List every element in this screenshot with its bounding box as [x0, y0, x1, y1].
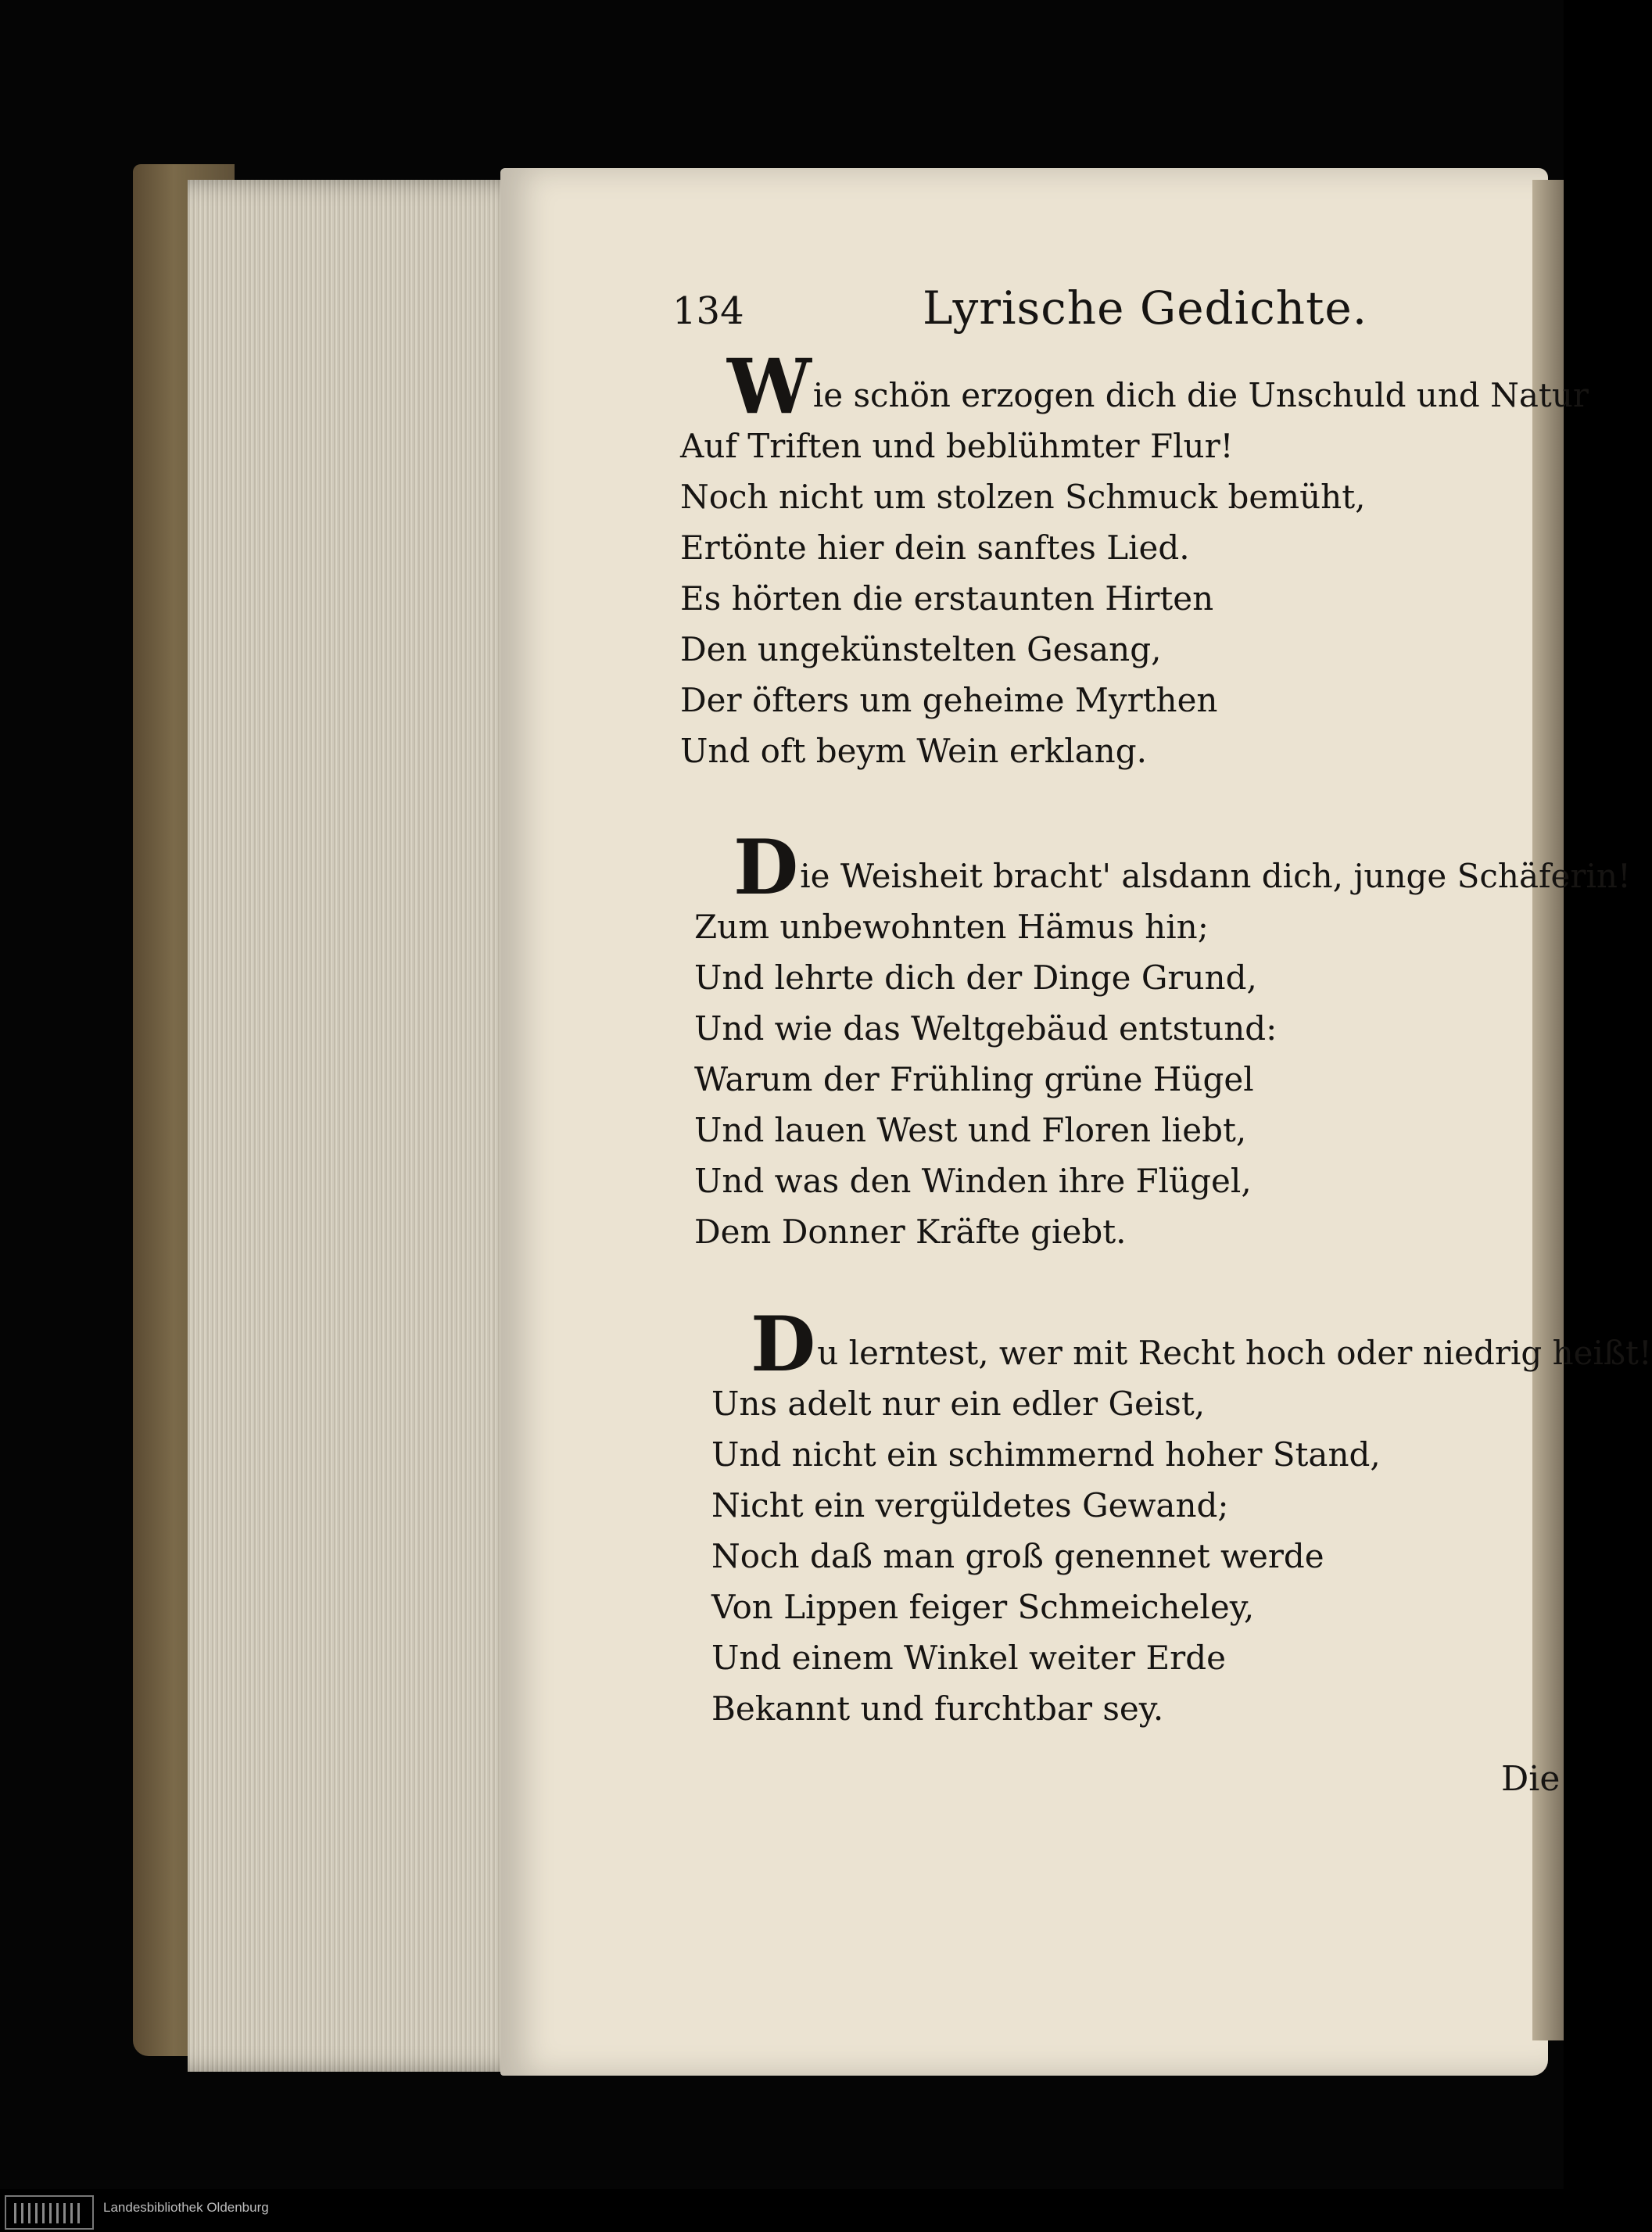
library-logo-icon: [5, 2195, 94, 2230]
drop-initial: W: [727, 342, 812, 431]
drop-initial: D: [751, 1300, 816, 1388]
verse-line: Nicht ein vergüldetes Gewand;: [711, 1486, 1229, 1524]
verse-line: Es hörten die erstaunten Hirten: [680, 579, 1214, 618]
page-edges: [188, 180, 532, 2072]
verse-line: Und einem Winkel weiter Erde: [711, 1639, 1226, 1677]
catchword: Die: [1501, 1759, 1561, 1799]
line-text: ie Weisheit bracht' alsdann dich, junge Schäferin!: [800, 857, 1631, 895]
stanza-first-line: [733, 823, 1631, 912]
running-title: Lyrische Gedichte.: [923, 281, 1368, 335]
drop-initial: D: [733, 823, 799, 912]
footer-bar: [0, 2189, 1564, 2232]
verse-line: Noch nicht um stolzen Schmuck bemüht,: [680, 478, 1366, 516]
page-header: [672, 281, 1470, 344]
verse-line: Dem Donner Kräfte giebt.: [694, 1213, 1127, 1251]
verse-line: Der öfters um geheime Myrthen: [680, 681, 1218, 719]
verse-line: Zum unbewohnten Hämus hin;: [694, 908, 1209, 946]
verse-line: Noch daß man groß genennet werde: [711, 1537, 1324, 1575]
verse-line: Und wie das Weltgebäud entstund:: [694, 1009, 1278, 1048]
verse-line: Und oft beym Wein erklang.: [680, 732, 1147, 770]
page-number: 134: [672, 289, 744, 333]
verse-line: Und lauen West und Floren liebt,: [694, 1111, 1247, 1149]
verse-line: Warum der Frühling grüne Hügel: [694, 1060, 1254, 1098]
stanza-first-line: [751, 1300, 1652, 1388]
verse-line: Von Lippen feiger Schmeicheley,: [711, 1588, 1255, 1626]
verse-line: Bekannt und furchtbar sey.: [711, 1689, 1164, 1728]
verse-line: Und lehrte dich der Dinge Grund,: [694, 958, 1257, 997]
stanza-first-line: [727, 342, 1589, 431]
verse-line: Und was den Winden ihre Flügel,: [694, 1162, 1252, 1200]
verse-line: Uns adelt nur ein edler Geist,: [711, 1385, 1206, 1423]
verse-line: Ertönte hier dein sanftes Lied.: [680, 528, 1190, 567]
stanza: [711, 1300, 1652, 1734]
line-text: ie schön erzogen dich die Unschuld und Natur: [812, 376, 1589, 414]
line-text: u lerntest, wer mit Recht hoch oder niedrig heißt!: [817, 1334, 1652, 1372]
stanza: [680, 342, 1589, 776]
library-name: Landesbibliothek Oldenburg: [103, 2200, 269, 2215]
verse-line: Und nicht ein schimmernd hoher Stand,: [711, 1435, 1381, 1474]
stanza: [694, 823, 1631, 1257]
verse-line: Auf Triften und beblühmter Flur!: [680, 427, 1234, 465]
verse-line: Den ungekünstelten Gesang,: [680, 630, 1162, 668]
